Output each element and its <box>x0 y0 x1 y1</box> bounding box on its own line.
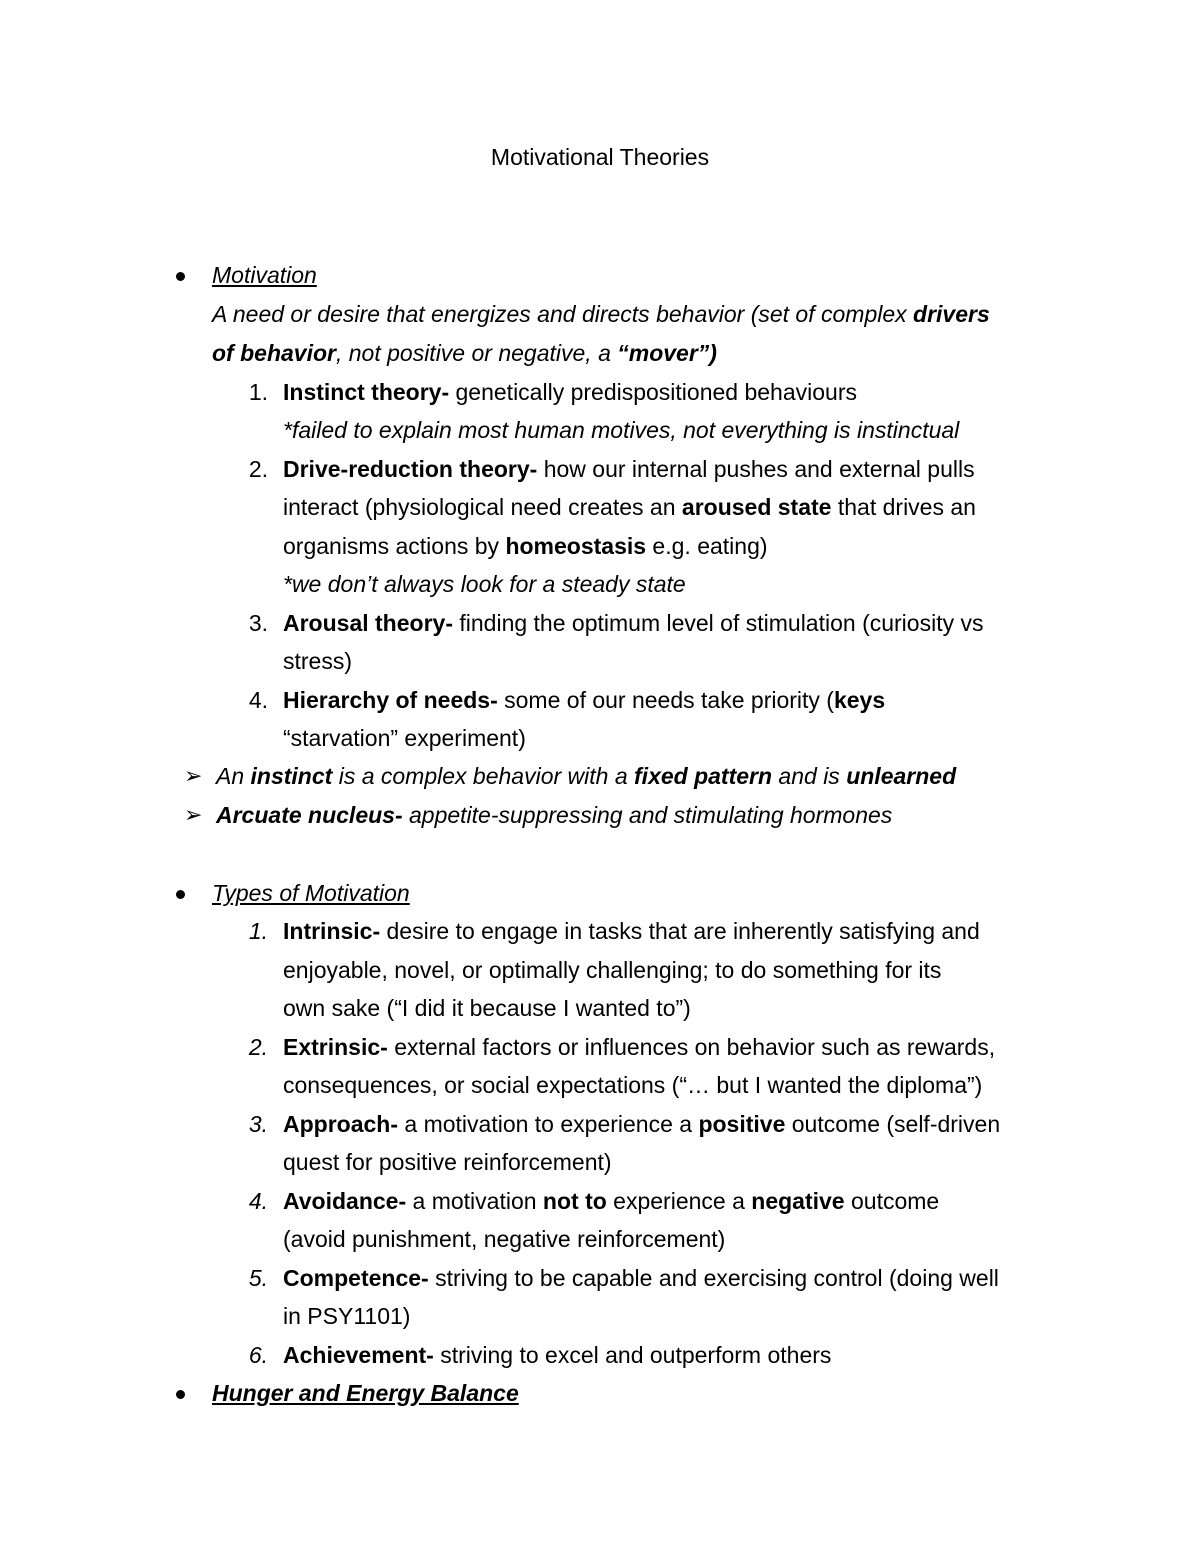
arrow-bullet-icon: ➢ <box>184 802 203 827</box>
list-item-drive-reduction: Drive-reduction theory- how our internal pushes and external pulls <box>283 456 975 482</box>
list-number: 3. <box>248 1111 268 1137</box>
list-item-intrinsic: Intrinsic- desire to engage in tasks that are inherently satisfying and <box>283 918 980 944</box>
arrow-item-arcuate-nucleus: Arcuate nucleus- appetite-suppressing and stimulating hormones <box>216 802 893 828</box>
list-item-line: quest for positive reinforcement) <box>283 1149 612 1175</box>
section-heading-hunger: Hunger and Energy Balance <box>212 1380 519 1406</box>
list-item-line: own sake (“I did it because I wanted to”) <box>283 995 691 1021</box>
bullet-icon <box>176 890 185 899</box>
list-item-line: in PSY1101) <box>283 1303 411 1329</box>
list-number: 6. <box>248 1342 268 1368</box>
list-number: 2. <box>248 456 268 482</box>
list-number: 4. <box>248 687 268 713</box>
arrow-bullet-icon: ➢ <box>184 763 203 788</box>
list-item-avoidance: Avoidance- a motivation not to experience a negative outcome <box>283 1188 940 1214</box>
list-item-achievement: Achievement- striving to excel and outperform others <box>283 1342 832 1368</box>
list-number: 4. <box>248 1188 268 1214</box>
list-item-line: organisms actions by homeostasis e.g. eating) <box>283 533 768 559</box>
list-item-approach: Approach- a motivation to experience a positive outcome (self-driven <box>283 1111 1001 1137</box>
list-item-note: *we don’t always look for a steady state <box>283 571 686 597</box>
list-item-line: stress) <box>283 648 352 674</box>
list-item-extrinsic: Extrinsic- external factors or influences on behavior such as rewards, <box>283 1034 996 1060</box>
list-number: 3. <box>248 610 268 636</box>
list-item-note: *failed to explain most human motives, not everything is instinctual <box>283 417 960 443</box>
list-number: 1. <box>248 379 268 405</box>
list-item-line: enjoyable, novel, or optimally challenging; to do something for its <box>283 957 942 983</box>
motivation-definition-line1: A need or desire that energizes and directs behavior (set of complex drivers <box>212 301 990 327</box>
list-item-competence: Competence- striving to be capable and exercising control (doing well <box>283 1265 999 1291</box>
bullet-icon <box>176 272 185 281</box>
list-item-line: (avoid punishment, negative reinforcement) <box>283 1226 726 1252</box>
section-heading-motivation: Motivation <box>212 262 317 288</box>
list-item-arousal-theory: Arousal theory- finding the optimum level of stimulation (curiosity vs <box>283 610 984 636</box>
bullet-icon <box>176 1390 185 1399</box>
arrow-item-instinct: An instinct is a complex behavior with a fixed pattern and is unlearned <box>216 763 957 789</box>
page-title: Motivational Theories <box>490 144 710 170</box>
list-item-line: consequences, or social expectations (“… but I wanted the diploma”) <box>283 1072 983 1098</box>
motivation-definition-line2: of behavior, not positive or negative, a “mover”) <box>212 340 717 366</box>
section-heading-types-of-motivation: Types of Motivation <box>212 880 410 906</box>
list-item-line: interact (physiological need creates an aroused state that drives an <box>283 494 976 520</box>
list-item-hierarchy-of-needs: Hierarchy of needs- some of our needs take priority (keys <box>283 687 886 713</box>
list-item-instinct-theory: Instinct theory- genetically predispositioned behaviours <box>283 379 857 405</box>
list-number: 2. <box>248 1034 268 1060</box>
list-item-line: “starvation” experiment) <box>283 725 526 751</box>
list-number: 1. <box>248 918 268 944</box>
list-number: 5. <box>248 1265 268 1291</box>
